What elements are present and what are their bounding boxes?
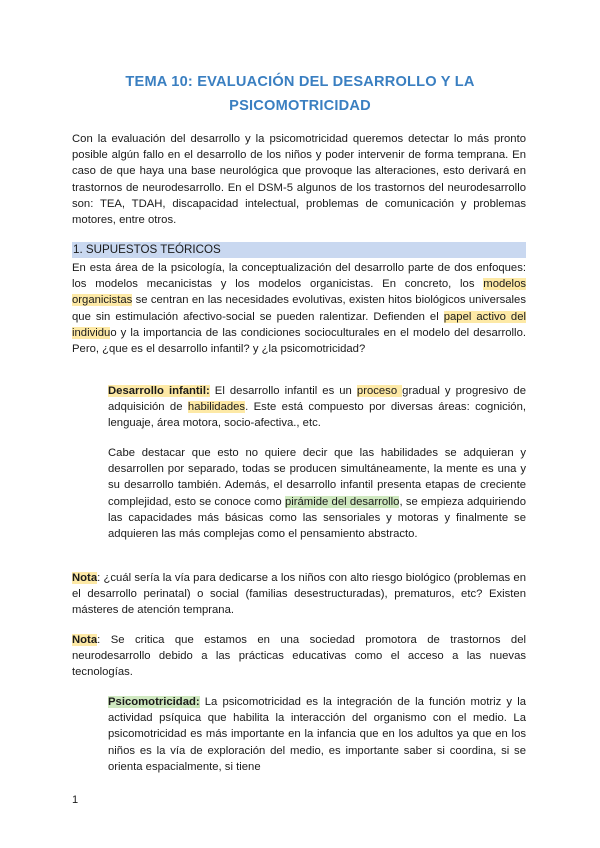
cabe-destacar-paragraph [108, 445, 526, 542]
text-run: : Se critica que estamos en una sociedad promotora de trastornos del neurodesarrollo debido a las prácticas educativas como el acceso a las nuevas tecnologías. [72, 634, 526, 679]
highlight-proceso: proceso [356, 385, 403, 397]
term-psicomotricidad: Psicomotricidad: [108, 696, 200, 708]
text-run: : ¿cuál sería la vía para dedicarse a los niños con alto riesgo biológico (problemas en el desarrollo perinatal) o social (familias desestructuradas), prematuros, etc? Existen másteres de atención temprana. [72, 572, 526, 617]
section1-paragraph [72, 260, 526, 357]
nota-2-paragraph [72, 632, 526, 681]
psicomotricidad-paragraph [108, 694, 526, 775]
page-title [60, 70, 540, 118]
nota-1-paragraph [72, 570, 526, 619]
nota-label: Nota [72, 634, 98, 646]
desarrollo-infantil-paragraph [108, 383, 526, 432]
highlight-modelos-organicistas: modelos organicistas [72, 278, 526, 307]
text-run: Cabe destacar que esto no quiere decir que las habilidades se adquieran y desarrollen por separado, todas se producen simultáneamente, la mente es una y su desarrollo también. Además, el desarrollo infantil presenta etapas de creciente complejidad, esto se conoce como [108, 447, 526, 508]
text-run: se centran en las necesidades evolutivas, existen hitos biológicos universales que sin estimulación afectivo-social se pueden ralentizar. Defienden el [72, 294, 526, 323]
text-run: La psicomotricidad es la integración de la función motriz y la actividad psíquica que habilita la interacción del organismo con el medio. La psicomotricidad es más importante en la infancia que en los adultos ya que en los niños es la vía de exploración del medio, es importante saber si coordina, si se orienta espacialmente, si tiene [108, 696, 526, 773]
text-run: En esta área de la psicología, la conceptualización del desarrollo parte de dos enfoques: los modelos mecanicistas y los modelos organicistas. En concreto, los [72, 262, 526, 291]
title-line-1: TEMA 10: EVALUACIÓN DEL DESARROLLO Y LA [125, 74, 475, 90]
text-run: . Este está compuesto por diversas áreas: cognición, lenguaje, área motora, socio-afectiva., etc. [108, 401, 526, 430]
text-run: , se empieza adquiriendo las capacidades más básicas como las sensoriales y motoras y finalmente se adquieren las más complejas como el pensamiento abstracto. [108, 495, 526, 541]
highlight-piramide-desarrollo: pirámide del desarrollo [284, 495, 400, 508]
section-heading: 1. SUPUESTOS TEÓRICOS [72, 242, 526, 258]
highlight-papel-activo: papel activo del individu [72, 310, 526, 339]
text-run: El desarrollo infantil es un [209, 385, 357, 397]
intro-paragraph: Con la evaluación del desarrollo y la psicomotricidad queremos detectar lo más pronto posible algún fallo en el desarrollo de los niños y poder intervenir de forma temprana. En caso de que haya una base neurológica que provoque las alteraciones, esto derivará en trastornos de neurodesarrollo. En el DSM-5 algunos de los trastornos del neurodesarrollo son: TEA, TDAH, discapacidad intelectual, problemas de comunicación y problemas motores, entre otros. [72, 133, 526, 227]
title-line-2: PSICOMOTRICIDAD [229, 98, 371, 114]
highlight-habilidades: habilidades [187, 401, 246, 414]
page-number: 1 [72, 794, 79, 806]
text-run: o y la importancia de las condiciones socioculturales en el modelo del desarrollo. Pero, ¿que es el desarrollo infantil? y ¿la psicomotricidad? [72, 326, 526, 356]
nota-label: Nota [72, 572, 98, 584]
term-desarrollo-infantil: Desarrollo infantil: [108, 385, 210, 397]
text-run: gradual y progresivo de adquisición de [108, 385, 526, 414]
